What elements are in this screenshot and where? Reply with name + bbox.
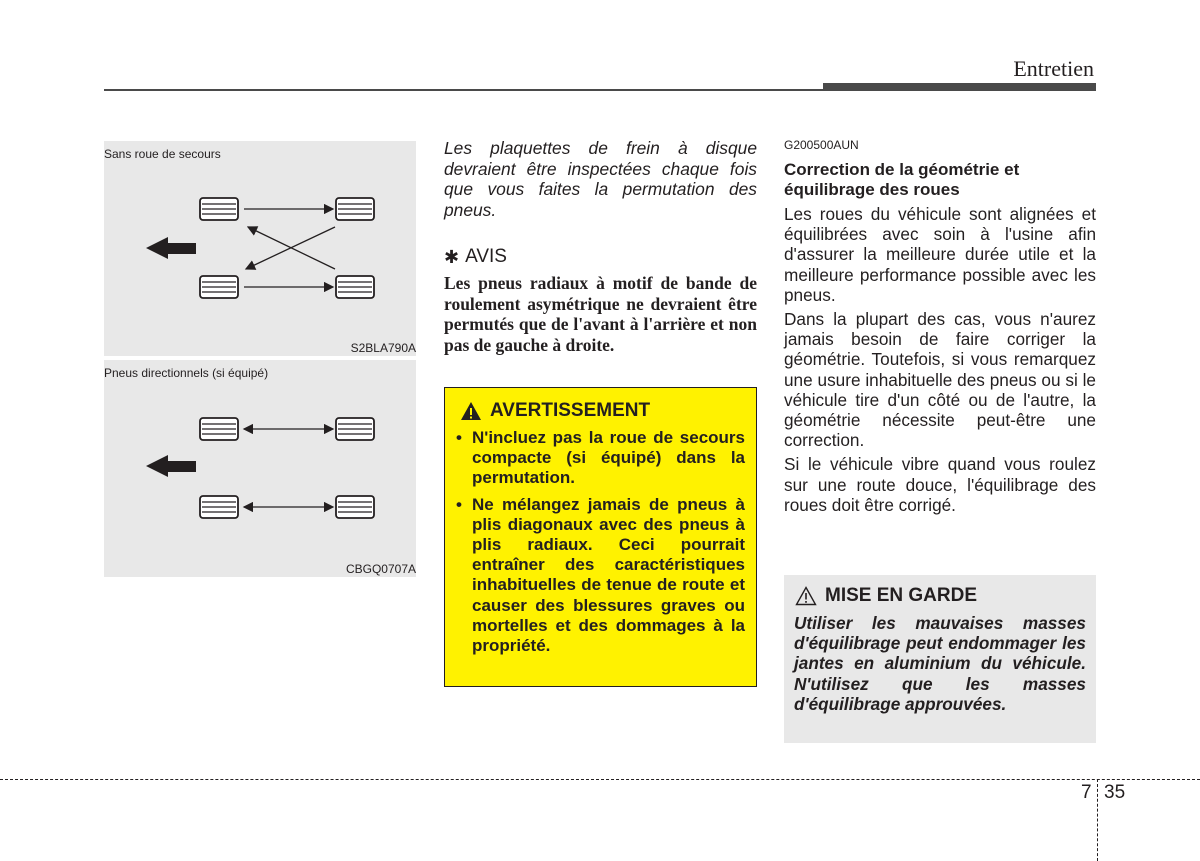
rotation-diagram [104, 360, 416, 577]
reference-code: G200500AUN [784, 138, 859, 152]
caution-title: MISE EN GARDE [825, 585, 978, 606]
figure-rotation-no-spare [104, 141, 416, 356]
notice-title: AVIS [465, 246, 507, 267]
tire-icon [336, 198, 374, 220]
warning-item-text: Ne mélangez jamais de pneus à plis diagonaux avec des pneus à plis radiaux. Ceci pourrait entraîner des caractéristiques inhabituelles de tenue de route et causer des blessures graves ou mortelles et des dommages à la propriété. [472, 494, 745, 656]
warning-title: AVERTISSEMENT [490, 400, 651, 421]
page-number: 35 [1104, 782, 1126, 803]
notice-text: Les pneus radiaux à motif de bande de roulement asymétrique ne devraient être permutés que de l'avant à l'arrière et non pas de gauche à droite. [444, 273, 757, 355]
tire-icon [200, 198, 238, 220]
warning-item-text: N'incluez pas la roue de secours compacte (si équipé) dans la permutation. [472, 428, 745, 488]
figure-code: S2BLA790A [350, 341, 416, 355]
paragraph: Dans la plupart des cas, vous n'aurez jamais besoin de faire corriger la géométrie. Toutefois, si vous remarquez une usure inhabituelle des pneus ou si le véhicule tire d'un côté ou de l'autre, la géométrie nécessite peut-être une correction. [784, 309, 1096, 451]
notice-heading [444, 246, 757, 268]
list-item [456, 428, 745, 489]
warning-list [456, 428, 745, 656]
tire-icon [336, 418, 374, 440]
warning-box [444, 387, 757, 687]
direction-arrow-icon [146, 237, 196, 259]
list-item [456, 495, 745, 657]
paragraph: Les roues du véhicule sont alignées et équilibrées avec soin à l'usine afin d'assurer la meilleure durée utile et la meilleure performance possible avec les pneus. [784, 204, 1096, 305]
caution-triangle-icon [795, 586, 817, 606]
right-column [784, 138, 1096, 519]
page-chapter: 7 [1081, 782, 1092, 803]
intro-note: Les plaquettes de frein à disque devraient être inspectées chaque fois que vous faites la permutation des pneus. [444, 138, 757, 220]
tire-icon [336, 276, 374, 298]
section-title: Entretien [1013, 56, 1094, 81]
figure-caption: Pneus directionnels (si équipé) [104, 366, 269, 380]
tire-icon [200, 418, 238, 440]
figure-rotation-directional [104, 360, 416, 577]
tire-icon [200, 496, 238, 518]
star-icon: ✱ [444, 246, 460, 267]
figure-caption: Sans roue de secours [104, 147, 221, 161]
bullet: • [456, 494, 462, 514]
footer-rule [0, 779, 1200, 780]
figure-code: CBGQ0707A [345, 562, 416, 576]
middle-column [444, 138, 757, 355]
section-heading: Correction de la géométrie et équilibrage des roues [784, 160, 1020, 199]
tire-icon [200, 276, 238, 298]
caution-heading [795, 585, 1086, 607]
footer-divider [1097, 779, 1098, 861]
paragraph: Si le véhicule vibre quand vous roulez sur une route douce, l'équilibrage des roues doit être corrigé. [784, 454, 1096, 515]
warning-triangle-icon [460, 401, 482, 421]
rotation-diagram [104, 141, 416, 356]
caution-box [784, 575, 1096, 743]
tire-icon [336, 496, 374, 518]
caution-text: Utiliser les mauvaises masses d'équilibrage peut endommager les jantes en aluminium du véhicule. N'utilisez que les masses d'équilibrage approuvées. [794, 613, 1086, 714]
warning-heading [460, 400, 745, 422]
direction-arrow-icon [146, 455, 196, 477]
header-rule [104, 89, 1096, 91]
bullet: • [456, 428, 462, 447]
